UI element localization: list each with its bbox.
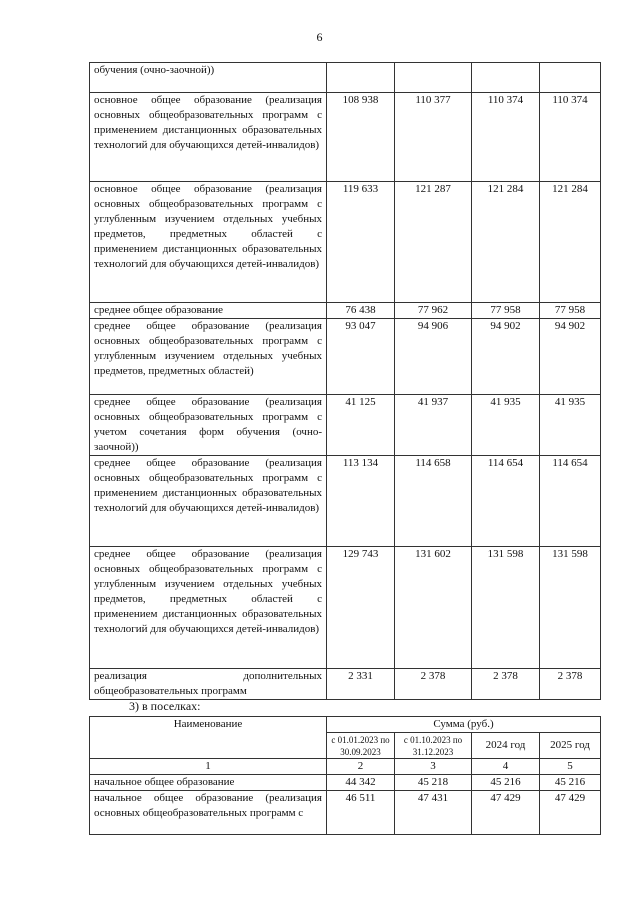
cell-value: 41 935 [472, 395, 540, 456]
cell-value: 108 938 [327, 93, 395, 182]
cell-value: 93 047 [327, 319, 395, 395]
cell-value: 121 287 [395, 182, 472, 303]
cell-value: 113 134 [327, 456, 395, 547]
header-period-1: с 01.01.2023 по 30.09.2023 [327, 733, 395, 759]
cell-value: 131 602 [395, 547, 472, 669]
cell-value: 121 284 [540, 182, 601, 303]
cell-value: 41 125 [327, 395, 395, 456]
cell-value: 129 743 [327, 547, 395, 669]
table-row [90, 547, 601, 669]
cell-value: 110 374 [472, 93, 540, 182]
cell-value [540, 63, 601, 93]
cell-value: 45 216 [472, 775, 540, 791]
top-table [89, 62, 601, 700]
cell-value: 131 598 [540, 547, 601, 669]
column-number: 2 [327, 759, 395, 775]
row-name: среднее общее образование (реализация основных общеобразовательных программ с применением дистанционных образовательных технологий для обучающихся детей-инвалидов) [90, 456, 327, 547]
cell-value: 2 378 [472, 669, 540, 700]
table-row [90, 395, 601, 456]
page-number: 6 [316, 30, 323, 44]
row-name: среднее общее образование (реализация основных общеобразовательных программ с углубленным изучением отдельных учебных предметов, предметных областей с применением дистанционных образовательных технологий для обучающихся детей-инвалидов) [90, 547, 327, 669]
cell-value [395, 63, 472, 93]
cell-value: 114 654 [540, 456, 601, 547]
column-number-row [90, 759, 601, 775]
column-number: 5 [540, 759, 601, 775]
cell-value: 45 216 [540, 775, 601, 791]
header-name: Наименование [90, 717, 327, 759]
cell-value: 94 906 [395, 319, 472, 395]
cell-value: 44 342 [327, 775, 395, 791]
cell-value: 121 284 [472, 182, 540, 303]
cell-value [327, 63, 395, 93]
row-name: среднее общее образование (реализация основных общеобразовательных программ с углубленным изучением отдельных учебных предметов, предметных областей) [90, 319, 327, 395]
bottom-table [89, 716, 601, 835]
cell-value: 2 378 [540, 669, 601, 700]
header-sum: Сумма (руб.) [327, 717, 601, 733]
cell-value: 47 429 [540, 791, 601, 835]
row-name: основное общее образование (реализация основных общеобразовательных программ с углубленным изучением отдельных учебных предметов, предметных областей с применением дистанционных образовательных технологий для обучающихся детей-инвалидов) [90, 182, 327, 303]
row-name: основное общее образование (реализация основных общеобразовательных программ с применением дистанционных образовательных технологий для обучающихся детей-инвалидов) [90, 93, 327, 182]
column-number: 3 [395, 759, 472, 775]
header-year-2: 2025 год [540, 733, 601, 759]
cell-value: 77 958 [472, 303, 540, 319]
column-number: 1 [90, 759, 327, 775]
header-row [90, 717, 601, 733]
header-period-2: с 01.10.2023 по 31.12.2023 [395, 733, 472, 759]
header-year-1: 2024 год [472, 733, 540, 759]
cell-value: 110 374 [540, 93, 601, 182]
table-row [90, 303, 601, 319]
cell-value: 41 935 [540, 395, 601, 456]
cell-value: 46 511 [327, 791, 395, 835]
cell-value: 77 962 [395, 303, 472, 319]
row-name: среднее общее образование [90, 303, 327, 319]
table-row [90, 182, 601, 303]
cell-value: 110 377 [395, 93, 472, 182]
table-row [90, 669, 601, 700]
table-row [90, 319, 601, 395]
cell-value: 77 958 [540, 303, 601, 319]
row-name: среднее общее образование (реализация основных общеобразовательных программ с учетом сочетания форм обучения (очно-заочной)) [90, 395, 327, 456]
row-name: обучения (очно-заочной)) [90, 63, 327, 93]
column-number: 4 [472, 759, 540, 775]
section-label: 3) в поселках: [129, 699, 201, 713]
table-row [90, 63, 601, 93]
cell-value: 47 429 [472, 791, 540, 835]
cell-value [472, 63, 540, 93]
cell-value: 94 902 [472, 319, 540, 395]
cell-value: 119 633 [327, 182, 395, 303]
table-row [90, 456, 601, 547]
cell-value: 47 431 [395, 791, 472, 835]
cell-value: 45 218 [395, 775, 472, 791]
cell-value: 131 598 [472, 547, 540, 669]
cell-value: 114 658 [395, 456, 472, 547]
row-name: начальное общее образование [90, 775, 327, 791]
table-row [90, 791, 601, 835]
cell-value: 114 654 [472, 456, 540, 547]
cell-value: 94 902 [540, 319, 601, 395]
row-name: начальное общее образование (реализация основных общеобразовательных программ с [90, 791, 327, 835]
table-row [90, 93, 601, 182]
cell-value: 76 438 [327, 303, 395, 319]
table-row [90, 775, 601, 791]
cell-value: 2 331 [327, 669, 395, 700]
cell-value: 2 378 [395, 669, 472, 700]
cell-value: 41 937 [395, 395, 472, 456]
row-name: реализация дополнительных общеобразовательных программ [90, 669, 327, 700]
